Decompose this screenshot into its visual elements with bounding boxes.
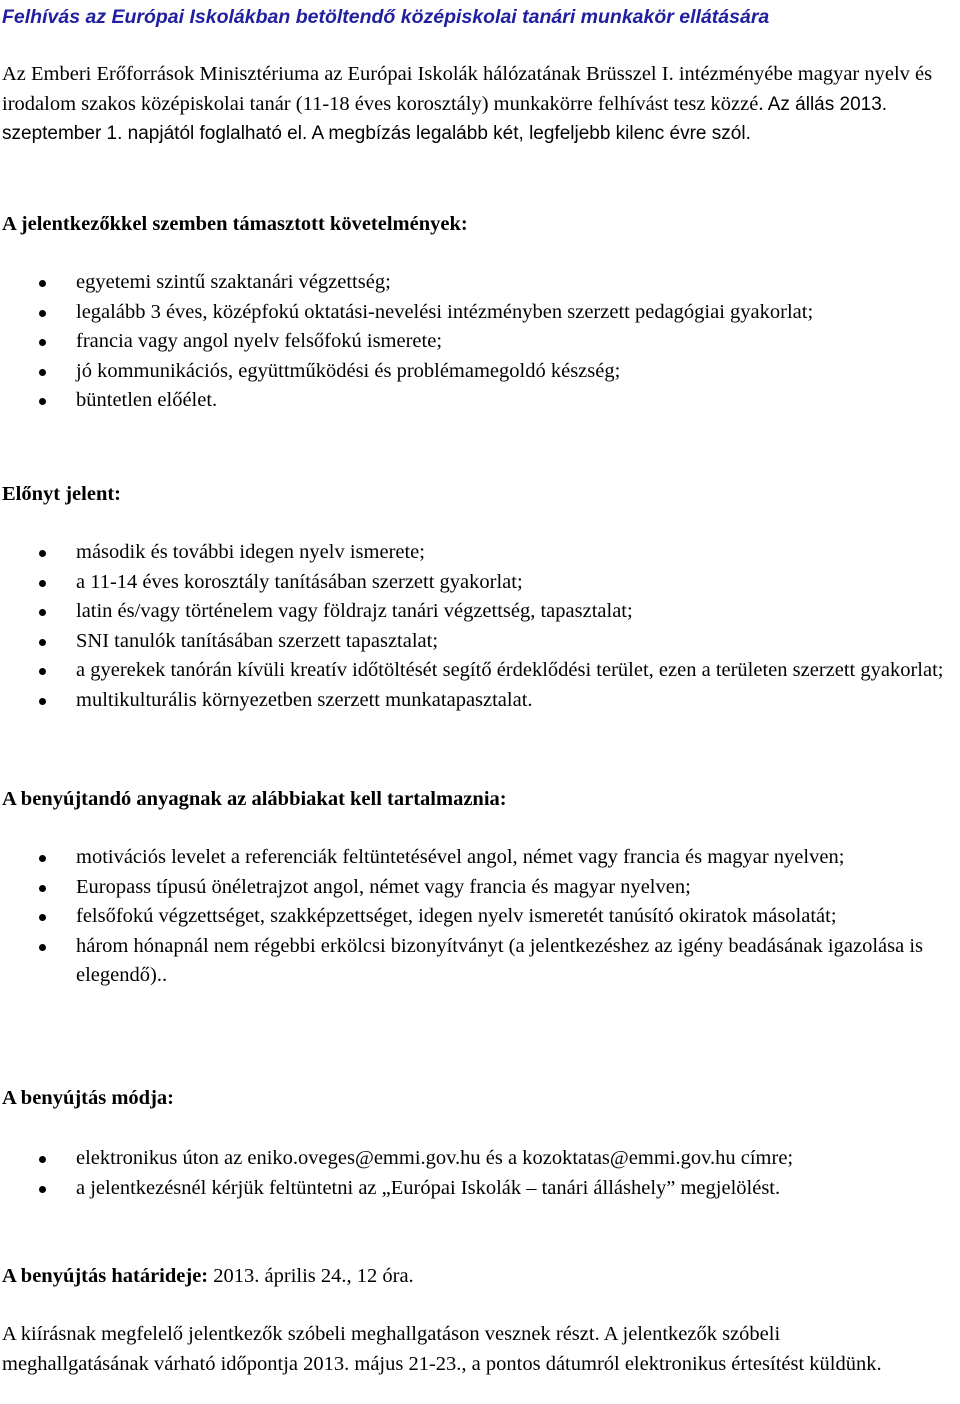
- bullet-icon: [39, 698, 46, 705]
- deadline-value: 2013. április 24., 12 óra.: [208, 1265, 414, 1287]
- deadline-label: A benyújtás határideje:: [2, 1265, 209, 1287]
- requirements-list: [0, 268, 958, 416]
- materials-list: [0, 843, 958, 991]
- list-item: a 11-14 éves korosztály tanításában szerzett gyakorlat;: [0, 568, 958, 598]
- advantages-heading: Előnyt jelent:: [2, 483, 121, 505]
- intro-paragraph: [2, 60, 952, 149]
- bullet-icon: [39, 944, 46, 951]
- bullet-icon: [39, 580, 46, 587]
- bullet-icon: [39, 609, 46, 616]
- intro-text-date: Az állás 2013. szeptember 1. napjától foglalható el. A megbízás legalább két, legfeljebb kilenc évre szól.: [2, 93, 888, 144]
- list-item: elektronikus úton az eniko.oveges@emmi.gov.hu és a kozoktatas@emmi.gov.hu címre;: [0, 1144, 958, 1174]
- closing-paragraph: A kiírásnak megfelelő jelentkezők szóbeli meghallgatáson vesznek részt. A jelentkezők szóbeli meghallgatásának várható időpontja 2013. május 21-23., a pontos dátumról elektronikus értesítést küldünk.: [2, 1323, 882, 1375]
- list-item: Europass típusú önéletrajzot angol, német vagy francia és magyar nyelven;: [0, 873, 958, 903]
- bullet-icon: [39, 369, 46, 376]
- list-item: multikulturális környezetben szerzett munkatapasztalat.: [0, 686, 958, 716]
- list-item: legalább 3 éves, középfokú oktatási-nevelési intézményben szerzett pedagógiai gyakorlat;: [0, 298, 958, 328]
- list-item: motivációs levelet a referenciák feltüntetésével angol, német vagy francia és magyar nyelven;: [0, 843, 958, 873]
- advantages-list: [0, 538, 958, 715]
- list-item: francia vagy angol nyelv felsőfokú ismerete;: [0, 327, 958, 357]
- bullet-icon: [39, 1186, 46, 1193]
- bullet-icon: [39, 885, 46, 892]
- materials-heading: A benyújtandó anyagnak az alábbiakat kell tartalmaznia:: [2, 788, 507, 810]
- bullet-icon: [39, 1156, 46, 1163]
- list-item: a gyerekek tanórán kívüli kreatív időtöltését segítő érdeklődési terület, ezen a területen szerzett gyakorlat;: [0, 656, 958, 686]
- bullet-icon: [39, 639, 46, 646]
- list-item: egyetemi szintű szaktanári végzettség;: [0, 268, 958, 298]
- bullet-icon: [39, 914, 46, 921]
- list-item: latin és/vagy történelem vagy földrajz tanári végzettség, tapasztalat;: [0, 597, 958, 627]
- list-item: büntetlen előélet.: [0, 386, 958, 416]
- bullet-icon: [39, 280, 46, 287]
- submission-list: [0, 1144, 958, 1203]
- bullet-icon: [39, 550, 46, 557]
- bullet-icon: [39, 398, 46, 405]
- bullet-icon: [39, 668, 46, 675]
- list-item: három hónapnál nem régebbi erkölcsi bizonyítványt (a jelentkezéshez az igény beadásának igazolása is elegendő)..: [0, 932, 958, 991]
- list-item: felsőfokú végzettséget, szakképzettséget, idegen nyelv ismeretét tanúsító okiratok másolatát;: [0, 902, 958, 932]
- list-item: jó kommunikációs, együttműködési és problémamegoldó készség;: [0, 357, 958, 387]
- bullet-icon: [39, 339, 46, 346]
- bullet-icon: [39, 855, 46, 862]
- list-item: SNI tanulók tanításában szerzett tapasztalat;: [0, 627, 958, 657]
- list-item: a jelentkezésnél kérjük feltüntetni az „Európai Iskolák – tanári álláshely” megjelölést.: [0, 1174, 958, 1204]
- deadline-line: [2, 1262, 414, 1292]
- document-title: Felhívás az Európai Iskolákban betöltendő középiskolai tanári munkakör ellátására: [2, 6, 770, 28]
- list-item: második és további idegen nyelv ismerete;: [0, 538, 958, 568]
- bullet-icon: [39, 310, 46, 317]
- intro-text: Az Emberi Erőforrások Minisztériuma az Európai Iskolák hálózatának Brüsszel I. intézményébe magyar nyelv és irodalom szakos középiskolai tanár (11-18 éves korosztály) munkakörre felhívást tesz közzé.: [2, 63, 933, 115]
- submission-heading: A benyújtás módja:: [2, 1087, 174, 1109]
- requirements-heading: A jelentkezőkkel szemben támasztott követelmények:: [2, 213, 468, 235]
